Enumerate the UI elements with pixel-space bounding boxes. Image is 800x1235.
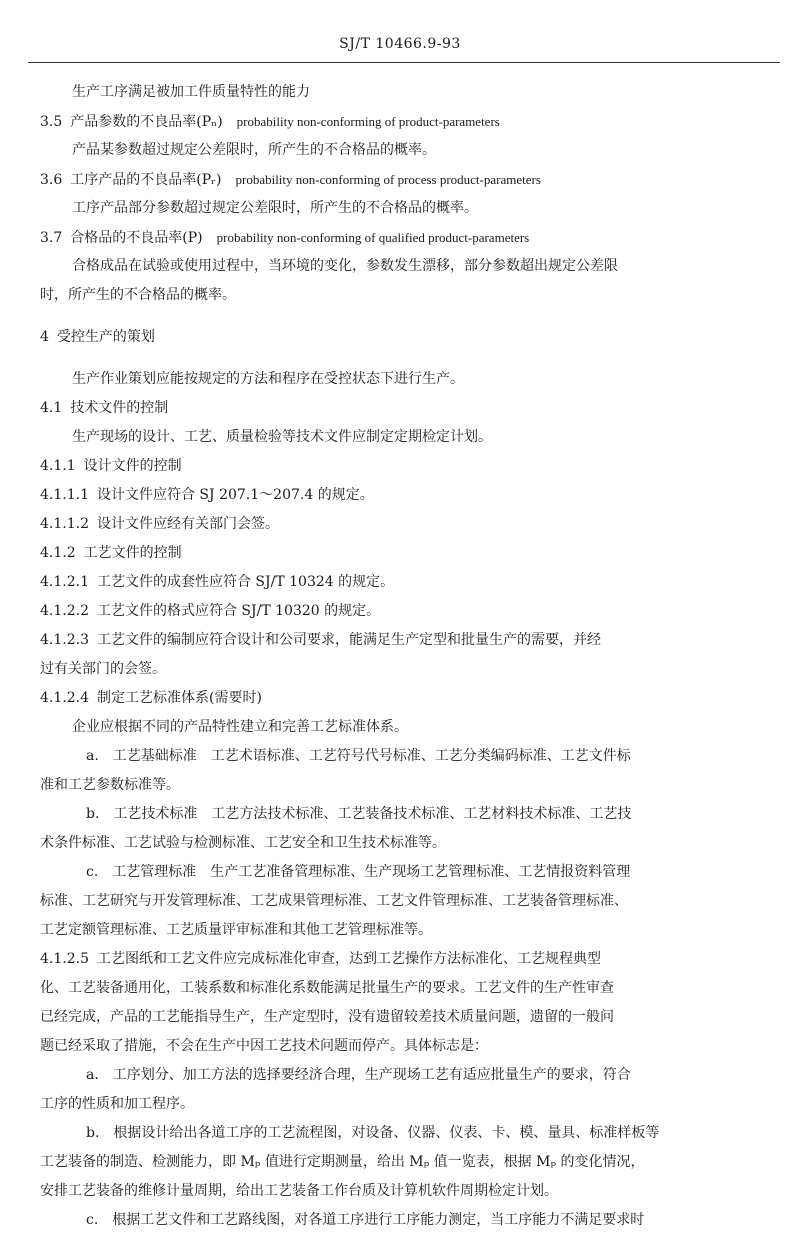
line-text: 设计文件应符合 SJ 207.1～207.4 的规定。: [96, 487, 374, 503]
text-line: [40, 800, 762, 829]
section-number: 4.1.1.2: [40, 516, 89, 532]
section-number: 4.1.2.5: [40, 951, 89, 967]
line-text: 工艺图纸和工艺文件应完成标准化审查，达到工艺操作方法标准化、工艺规程典型: [96, 951, 601, 967]
document-body: [40, 78, 762, 1235]
line-text: a. 工序划分、加工方法的选择要经济合理，生产现场工艺有适应批量生产的要求，符合: [86, 1067, 631, 1083]
line-text: 工艺文件的控制: [83, 545, 182, 561]
line-text: 化、工艺装备通用化，工装系数和标准化系数能满足批量生产的要求。工艺文件的生产性审查: [40, 980, 614, 996]
line-text: 工序产品部分参数超过规定公差限时，所产生的不合格品的概率。: [72, 200, 478, 216]
text-line: [40, 252, 762, 281]
text-line: [40, 916, 762, 945]
text-line: [40, 1032, 762, 1061]
page-header: SJ/T 10466.9-93: [339, 36, 461, 52]
text-line: [40, 1003, 762, 1032]
section-line: [40, 684, 762, 713]
line-text: 术条件标准、工艺试验与检测标准、工艺安全和卫生技术标准等。: [40, 835, 446, 851]
line-text: 设计文件的控制: [83, 458, 182, 474]
text-line: [40, 974, 762, 1003]
line-text: 工艺文件的格式应符合 SJ/T 10320 的规定。: [96, 603, 381, 619]
section-line: [40, 165, 762, 194]
section-line: [40, 107, 762, 136]
line-text: 合格成品在试验或使用过程中，当环境的变化，参数发生漂移，部分参数超出规定公差限: [72, 258, 618, 274]
section-number: 4.1.2: [40, 545, 76, 561]
text-line: [40, 1148, 762, 1177]
line-text: 题已经采取了措施，不会在生产中因工艺技术问题而停产。具体标志是：: [40, 1038, 488, 1054]
line-text: 工序产品的不良品率(Pᵣ): [70, 172, 222, 188]
line-text: 工艺文件的成套性应符合 SJ/T 10324 的规定。: [96, 574, 395, 590]
section-line: [40, 510, 762, 539]
line-text: 受控生产的策划: [56, 329, 155, 345]
text-line: [40, 713, 762, 742]
text-line: [40, 887, 762, 916]
line-text: 工艺文件的编制应符合设计和公司要求，能满足生产定型和批量生产的需要，并经: [96, 632, 601, 648]
paragraph-gap: [40, 310, 762, 323]
line-text: 已经完成，产品的工艺能指导生产，生产定型时，没有遗留较差技术质量问题，遗留的一般问: [40, 1009, 614, 1025]
section-line: [40, 481, 762, 510]
text-line: [40, 281, 762, 310]
line-text: c. 工艺管理标准 生产工艺准备管理标准、生产现场工艺管理标准、工艺情报资料管理: [86, 864, 631, 880]
line-text: 技术文件的控制: [70, 400, 169, 416]
section-number: 4.1.2.1: [40, 574, 89, 590]
text-line: [40, 771, 762, 800]
line-text: 工艺装备的制造、检测能力，即 Mₚ 值进行定期测量，给出 Mₚ 值一览表，根据 Mₚ 的变化情况，: [40, 1154, 645, 1170]
text-line: [40, 1119, 762, 1148]
line-text: 时，所产生的不合格品的概率。: [40, 287, 236, 303]
line-text: 产品某参数超过规定公差限时，所产生的不合格品的概率。: [72, 142, 436, 158]
text-line: [40, 1177, 762, 1206]
text-line: [40, 1206, 762, 1235]
text-line: [40, 829, 762, 858]
line-text: b. 工艺技术标准 工艺方法技术标准、工艺装备技术标准、工艺材料技术标准、工艺技: [86, 806, 632, 822]
text-line: [40, 136, 762, 165]
line-text: 过有关部门的会签。: [40, 661, 166, 677]
section-number: 4.1.1: [40, 458, 76, 474]
line-text: 产品参数的不良品率(Pₙ): [70, 114, 223, 130]
text-line: [40, 194, 762, 223]
text-line: [40, 742, 762, 771]
line-text: 生产工序满足被加工件质量特性的能力: [72, 84, 310, 100]
line-text: a. 工艺基础标准 工艺术语标准、工艺符号代号标准、工艺分类编码标准、工艺文件标: [86, 748, 631, 764]
section-number: 4.1.1.1: [40, 487, 89, 503]
paragraph-gap: [40, 352, 762, 365]
section-line: [40, 323, 762, 352]
line-text: 标准、工艺研究与开发管理标准、工艺成果管理标准、工艺文件管理标准、工艺装备管理标准、: [40, 893, 628, 909]
section-line: [40, 539, 762, 568]
english-term: probability non-conforming of process product-parameters: [235, 172, 541, 187]
line-text: 生产作业策划应能按规定的方法和程序在受控状态下进行生产。: [72, 371, 464, 387]
line-text: 设计文件应经有关部门会签。: [96, 516, 279, 532]
section-number: 3.7: [40, 230, 63, 246]
text-line: [40, 858, 762, 887]
line-text: 制定工艺标准体系(需要时): [96, 690, 262, 706]
section-number: 4.1: [40, 400, 63, 416]
english-term: probability non-conforming of qualified product-parameters: [216, 230, 530, 245]
text-line: [40, 1061, 762, 1090]
section-number: 3.6: [40, 172, 63, 188]
section-number: 4: [40, 329, 49, 345]
text-line: [40, 365, 762, 394]
section-number: 4.1.2.4: [40, 690, 89, 706]
section-line: [40, 626, 762, 655]
section-line: [40, 394, 762, 423]
line-text: 合格品的不良品率(P): [70, 230, 203, 246]
section-number: 4.1.2.3: [40, 632, 89, 648]
text-line: [40, 423, 762, 452]
line-text: 安排工艺装备的维修计量周期，给出工艺装备工作台质及计算机软件周期检定计划。: [40, 1183, 558, 1199]
line-text: 生产现场的设计、工艺、质量检验等技术文件应制定定期检定计划。: [72, 429, 492, 445]
line-text: 工艺定额管理标准、工艺质量评审标准和其他工艺管理标准等。: [40, 922, 432, 938]
section-line: [40, 452, 762, 481]
text-line: [40, 78, 762, 107]
line-text: 工序的性质和加工程序。: [40, 1096, 194, 1112]
line-text: c. 根据工艺文件和工艺路线图，对各道工序进行工序能力测定，当工序能力不满足要求时: [86, 1212, 645, 1228]
text-line: [40, 655, 762, 684]
section-line: [40, 223, 762, 252]
line-text: 企业应根据不同的产品特性建立和完善工艺标准体系。: [72, 719, 408, 735]
english-term: probability non-conforming of product-parameters: [236, 114, 500, 129]
section-line: [40, 597, 762, 626]
line-text: 准和工艺参数标准等。: [40, 777, 180, 793]
section-number: 4.1.2.2: [40, 603, 89, 619]
section-number: 3.5: [40, 114, 63, 130]
section-line: [40, 568, 762, 597]
section-line: [40, 945, 762, 974]
text-line: [40, 1090, 762, 1119]
header-rule: [28, 62, 780, 63]
line-text: b. 根据设计给出各道工序的工艺流程图，对设备、仪器、仪表、卡、模、量具、标准样板等: [86, 1125, 660, 1141]
